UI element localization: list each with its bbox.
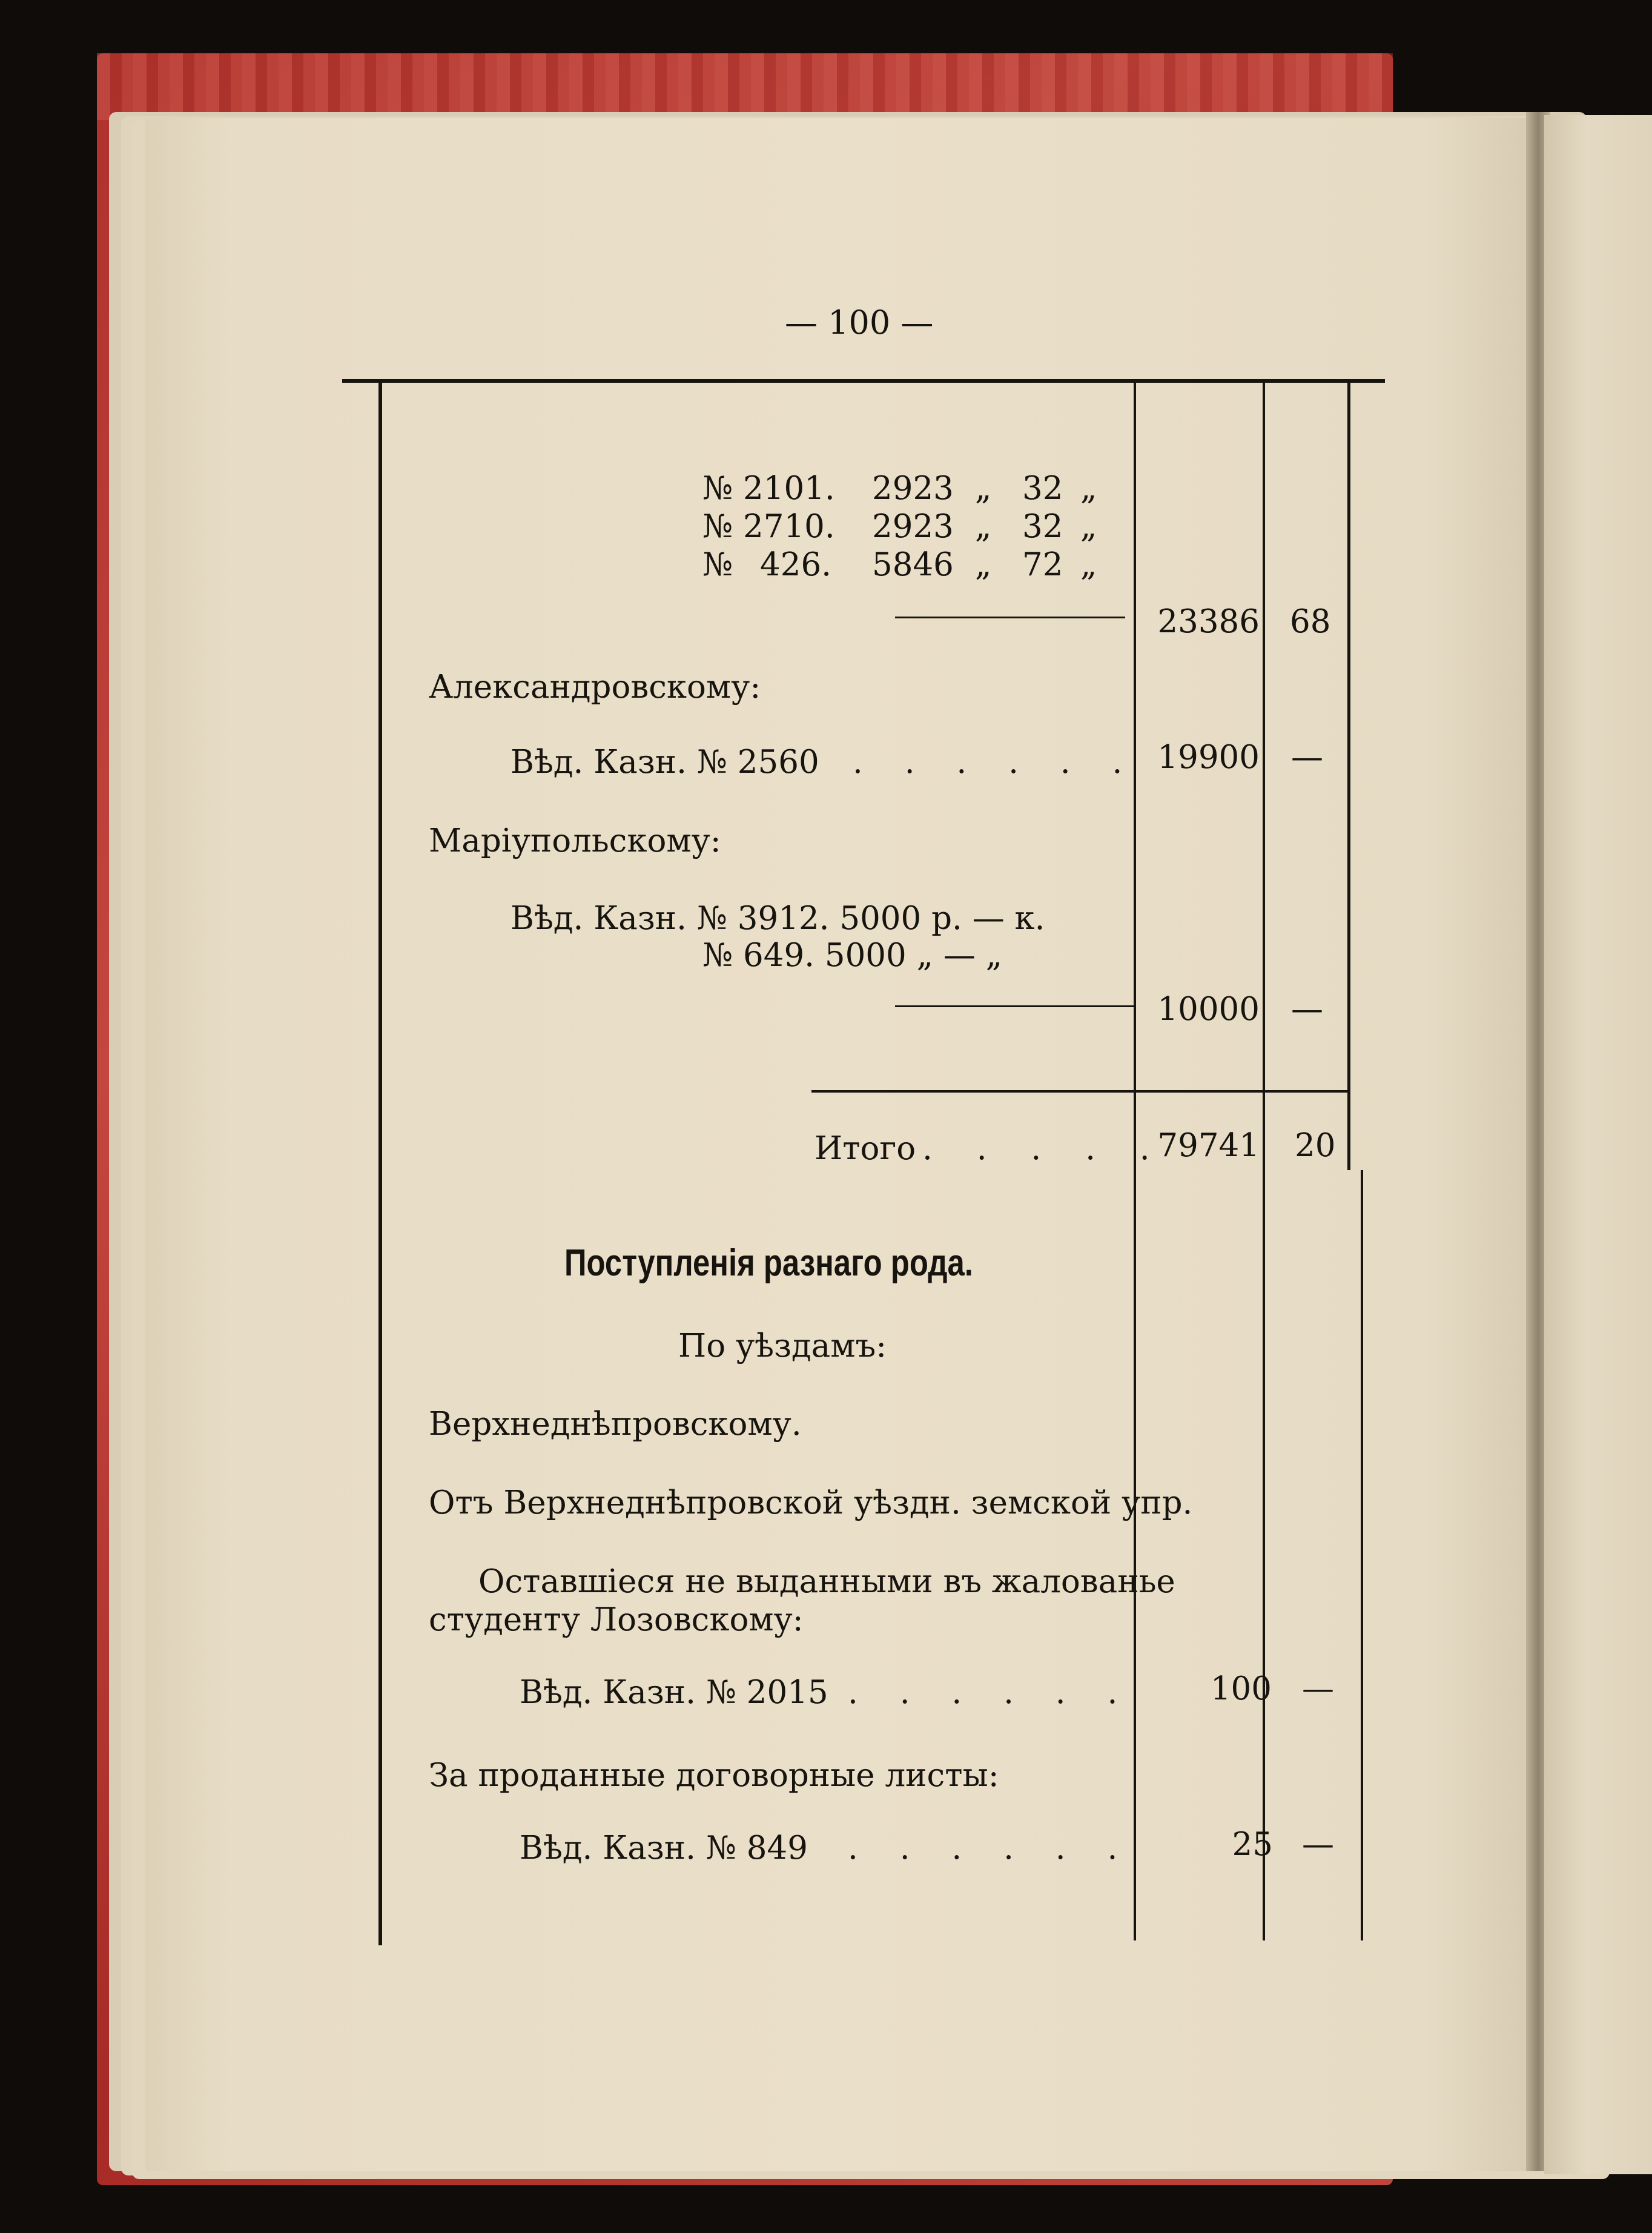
amount-rubles: 2923 — [872, 470, 954, 507]
amount-kopecks: 32 — [1022, 470, 1063, 507]
ditto-mark: „ — [975, 470, 992, 507]
district-name: Александровскому: — [429, 669, 761, 706]
ditto-mark: „ — [975, 508, 992, 545]
leader-dots: . . . . . . — [848, 1674, 1134, 1711]
district-name: Маріупольскому: — [429, 822, 721, 859]
ditto-mark: „ — [1080, 470, 1097, 507]
leader-dots: . . . . . . — [853, 744, 1138, 781]
cover-texture — [97, 53, 1393, 120]
treasury-statement: Вѣд. Казн. № 849 — [520, 1830, 808, 1867]
subtotal-rule — [895, 617, 1125, 618]
doc-number: № 426. — [702, 546, 832, 583]
treasury-statement: Вѣд. Казн. № 2560 — [510, 744, 819, 781]
description-line: студенту Лозовскому: — [429, 1601, 804, 1638]
total-rubles: 79741 — [1157, 1127, 1260, 1164]
treasury-statement: Вѣд. Казн. № 3912. 5000 р. — к. — [510, 900, 1045, 937]
amount-kopecks: — — [1302, 1826, 1334, 1863]
amount-rubles: 100 — [1210, 1670, 1272, 1707]
amount-kopecks: 32 — [1022, 508, 1063, 545]
total-rule — [811, 1090, 1350, 1093]
table-right-border-lower — [1361, 1170, 1363, 1940]
amount-rubles: 25 — [1232, 1826, 1273, 1863]
table-top-rule — [342, 379, 1385, 383]
amount-kopecks: 72 — [1022, 546, 1063, 583]
table-right-border — [1347, 383, 1350, 1170]
total-kopecks: 20 — [1295, 1127, 1336, 1164]
subtotal-rubles: 23386 — [1157, 603, 1260, 640]
ditto-mark: „ — [975, 546, 992, 583]
subheading: По уѣздамъ: — [678, 1328, 887, 1365]
subtotal-kopecks: 68 — [1290, 603, 1331, 640]
source-line: Отъ Верхнеднѣпровской уѣздн. земской упр. — [429, 1484, 1193, 1521]
amount-kopecks: — — [1291, 739, 1323, 776]
treasury-statement: № 649. 5000 „ — „ — [702, 937, 1003, 974]
amount-rubles: 2923 — [872, 508, 954, 545]
description-line: Оставшіеся не выданными въ жалованье — [478, 1563, 1175, 1600]
amount-rubles: 5846 — [872, 546, 954, 583]
description-line: За проданные договорные листы: — [429, 1757, 999, 1794]
total-label: Итого — [814, 1130, 916, 1167]
amount-rubles: 19900 — [1157, 739, 1260, 776]
district-name: Верхнеднѣпровскому. — [429, 1406, 802, 1443]
leader-dots: . . . . . . — [848, 1830, 1134, 1867]
table-left-border — [378, 383, 382, 1945]
ditto-mark: „ — [1080, 508, 1097, 545]
doc-number: № 2710. — [702, 508, 835, 545]
ditto-mark: „ — [1080, 546, 1097, 583]
amount-kopecks: — — [1302, 1670, 1334, 1707]
amount-rubles: 10000 — [1157, 991, 1260, 1028]
facing-page — [1544, 115, 1652, 2174]
leader-dots: . . . . . — [922, 1130, 1167, 1167]
treasury-statement: Вѣд. Казн. № 2015 — [520, 1674, 828, 1711]
doc-number: № 2101. — [702, 470, 835, 507]
amount-kopecks: — — [1291, 991, 1323, 1028]
subtotal-rule — [895, 1005, 1134, 1007]
page-number: — 100 — — [785, 303, 934, 342]
section-heading: Поступленія разнаго рода. — [564, 1242, 973, 1284]
